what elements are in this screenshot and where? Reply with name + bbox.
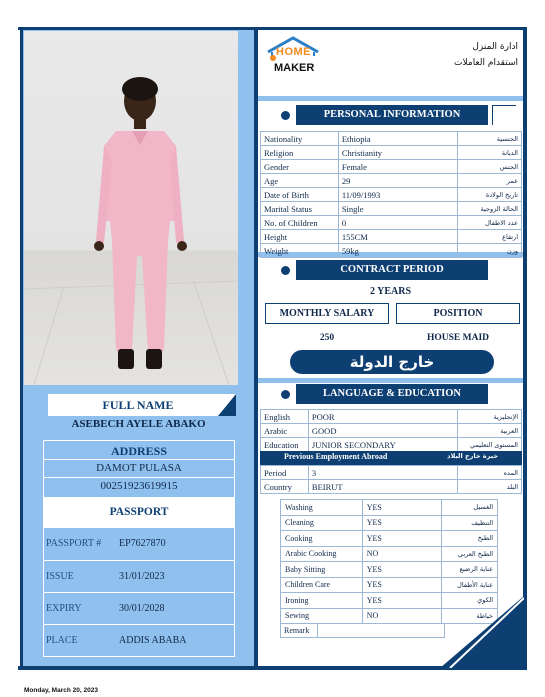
position-value: HOUSE MAID [426, 333, 490, 343]
personal-info-value: Female [338, 160, 457, 174]
previous-employment-arabic-label: المده [458, 466, 522, 480]
arabic-brand-line1: ادارة المنزل [472, 42, 518, 52]
personal-info-row [261, 188, 522, 202]
previous-employment-value: 3 [308, 466, 457, 480]
personal-info-label: Nationality [261, 132, 339, 146]
skill-row [281, 500, 498, 516]
skill-label: Children Care [281, 577, 363, 593]
skill-row [281, 577, 498, 593]
personal-info-arabic-label: عمر [458, 174, 522, 188]
address-value: DAMOT PULASA [96, 462, 182, 474]
arabic-brand-line2: استقدام العاملات [454, 58, 518, 68]
skill-arabic-label: خياطة [442, 608, 498, 624]
passport-heading: PASSPORT [109, 506, 169, 518]
stripe-divider [258, 96, 523, 101]
personal-info-row [261, 244, 522, 258]
previous-employment-label: Country [261, 480, 309, 494]
previous-employment-arabic-label: البلد [458, 480, 522, 494]
frame-right [523, 27, 527, 669]
skill-value: NO [362, 608, 441, 624]
skill-value: YES [362, 500, 441, 516]
personal-info-row [261, 202, 522, 216]
address-divider [43, 477, 235, 478]
issue-date-label: ISSUE [46, 571, 74, 582]
language-row [261, 424, 522, 438]
stripe-divider [258, 378, 523, 383]
skill-value: YES [362, 531, 441, 547]
personal-info-row [261, 174, 522, 188]
passport-divider [43, 624, 235, 625]
candidate-photo [24, 31, 238, 385]
full-name-label: FULL NAME [102, 398, 174, 412]
personal-info-label: Date of Birth [261, 188, 339, 202]
personal-info-value: 29 [338, 174, 457, 188]
personal-info-row [261, 160, 522, 174]
frame-divider [254, 27, 258, 669]
language-value: JUNIOR SECONDARY [308, 438, 457, 452]
label-accent-icon [218, 394, 236, 416]
previous-employment-bar [260, 451, 522, 465]
personal-info-label: Gender [261, 160, 339, 174]
remark-label: Remark [284, 626, 310, 635]
language-row [261, 410, 522, 424]
passport-number-value: EP7627870 [119, 538, 166, 549]
personal-info-row [261, 216, 522, 230]
personal-info-value: 11/09/1993 [338, 188, 457, 202]
skill-row [281, 546, 498, 562]
language-arabic-label: المستوى التعليمي [458, 438, 522, 452]
person-figure [24, 31, 238, 385]
skill-label: Cooking [281, 531, 363, 547]
previous-employment-row [261, 480, 522, 494]
skill-arabic-label: عناية الرضيع [442, 562, 498, 578]
personal-info-arabic-label: الحالة الزوجية [458, 202, 522, 216]
language-label: English [261, 410, 309, 424]
personal-info-label: Marital Status [261, 202, 339, 216]
address-divider [43, 459, 235, 460]
personal-info-row [261, 230, 522, 244]
passport-number-label: PASSPORT # [46, 538, 102, 549]
corner-decoration [440, 596, 524, 668]
contract-period-header: CONTRACT PERIOD [296, 260, 488, 280]
personal-info-label: No. of Children [261, 216, 339, 230]
personal-info-arabic-label: الجنسية [458, 132, 522, 146]
logo-text-home: HOME [276, 46, 311, 58]
personal-info-value: 0 [338, 216, 457, 230]
language-arabic-label: الإنجليزية [458, 410, 522, 424]
skill-label: Baby Sitting [281, 562, 363, 578]
skill-value: YES [362, 593, 441, 609]
skill-row [281, 562, 498, 578]
full-name-label-box [48, 394, 236, 416]
language-label: Arabic [261, 424, 309, 438]
personal-info-row [261, 132, 522, 146]
personal-info-arabic-label: عدد الاطفال [458, 216, 522, 230]
skill-label: Cleaning [281, 515, 363, 531]
skill-row [281, 515, 498, 531]
section-bullet [281, 266, 290, 275]
abroad-banner: خارج الدولة [290, 350, 494, 374]
passport-heading-box [43, 497, 235, 527]
personal-info-value: 155CM [338, 230, 457, 244]
remark-row [280, 623, 445, 638]
personal-info-header: PERSONAL INFORMATION [296, 105, 488, 125]
skill-value: YES [362, 515, 441, 531]
skill-arabic-label: الطبخ [442, 531, 498, 547]
contract-duration: 2 YEARS [369, 286, 412, 297]
skill-arabic-label: التنظيف [442, 515, 498, 531]
monthly-salary-label: MONTHLY SALARY [265, 303, 389, 324]
home-maker-logo [266, 36, 320, 80]
remark-divider [317, 624, 318, 637]
personal-info-arabic-label: وزن [458, 244, 522, 258]
personal-info-label: Height [261, 230, 339, 244]
skill-label: Arabic Cooking [281, 546, 363, 562]
language-row [261, 438, 522, 452]
skill-label: Ironing [281, 593, 363, 609]
footer-date: Monday, March 20, 2023 [24, 687, 98, 694]
personal-info-row [261, 146, 522, 160]
language-table [260, 409, 522, 452]
personal-info-value: Christianity [338, 146, 457, 160]
frame-left [20, 27, 23, 669]
skill-row [281, 531, 498, 547]
language-value: POOR [308, 410, 457, 424]
skill-arabic-label: الغسيل [442, 500, 498, 516]
passport-divider [43, 560, 235, 561]
skill-value: NO [362, 546, 441, 562]
personal-info-label: Age [261, 174, 339, 188]
previous-employment-label: Period [261, 466, 309, 480]
header-accent [492, 105, 516, 125]
address-label: ADDRESS [110, 444, 167, 458]
language-education-header: LANGUAGE & EDUCATION [296, 384, 488, 404]
full-name-value: ASEBECH AYELE ABAKO [71, 418, 206, 430]
language-label: Education [261, 438, 309, 452]
skill-value: YES [362, 562, 441, 578]
previous-employment-label: Previous Employment Abroad [284, 452, 388, 461]
personal-info-value: 59kg [338, 244, 457, 258]
previous-employment-table [260, 465, 522, 494]
previous-employment-row [261, 466, 522, 480]
previous-employment-value: BEIRUT [308, 480, 457, 494]
personal-info-arabic-label: ارتفاع [458, 230, 522, 244]
expiry-date-value: 30/01/2028 [119, 603, 165, 614]
monthly-salary-value: 250 [319, 333, 335, 343]
phone-number: 00251923619915 [100, 480, 178, 492]
language-arabic-label: العربية [458, 424, 522, 438]
personal-info-label: Religion [261, 146, 339, 160]
previous-employment-arabic: خبرة خارج البلاد [447, 452, 498, 460]
language-value: GOOD [308, 424, 457, 438]
position-label: POSITION [396, 303, 520, 324]
personal-info-value: Ethiopia [338, 132, 457, 146]
skill-value: YES [362, 577, 441, 593]
logo-text-maker: MAKER [274, 62, 315, 74]
skill-arabic-label: عناية الأطفال [442, 577, 498, 593]
passport-divider [43, 592, 235, 593]
frame-top [18, 27, 527, 30]
section-bullet [281, 390, 290, 399]
personal-info-arabic-label: الجنس [458, 160, 522, 174]
skill-label: Sewing [281, 608, 363, 624]
skill-label: Washing [281, 500, 363, 516]
place-value: ADDIS ABABA [119, 635, 187, 646]
section-bullet [281, 111, 290, 120]
personal-info-table [260, 131, 522, 258]
personal-info-arabic-label: الديانة [458, 146, 522, 160]
personal-info-arabic-label: تاريخ الولادة [458, 188, 522, 202]
personal-info-value: Single [338, 202, 457, 216]
skill-arabic-label: الكوي [442, 593, 498, 609]
issue-date-value: 31/01/2023 [119, 571, 165, 582]
expiry-date-label: EXPIRY [46, 603, 82, 614]
skill-arabic-label: الطبخ العربي [442, 546, 498, 562]
place-label: PLACE [46, 635, 78, 646]
personal-info-label: Weight [261, 244, 339, 258]
